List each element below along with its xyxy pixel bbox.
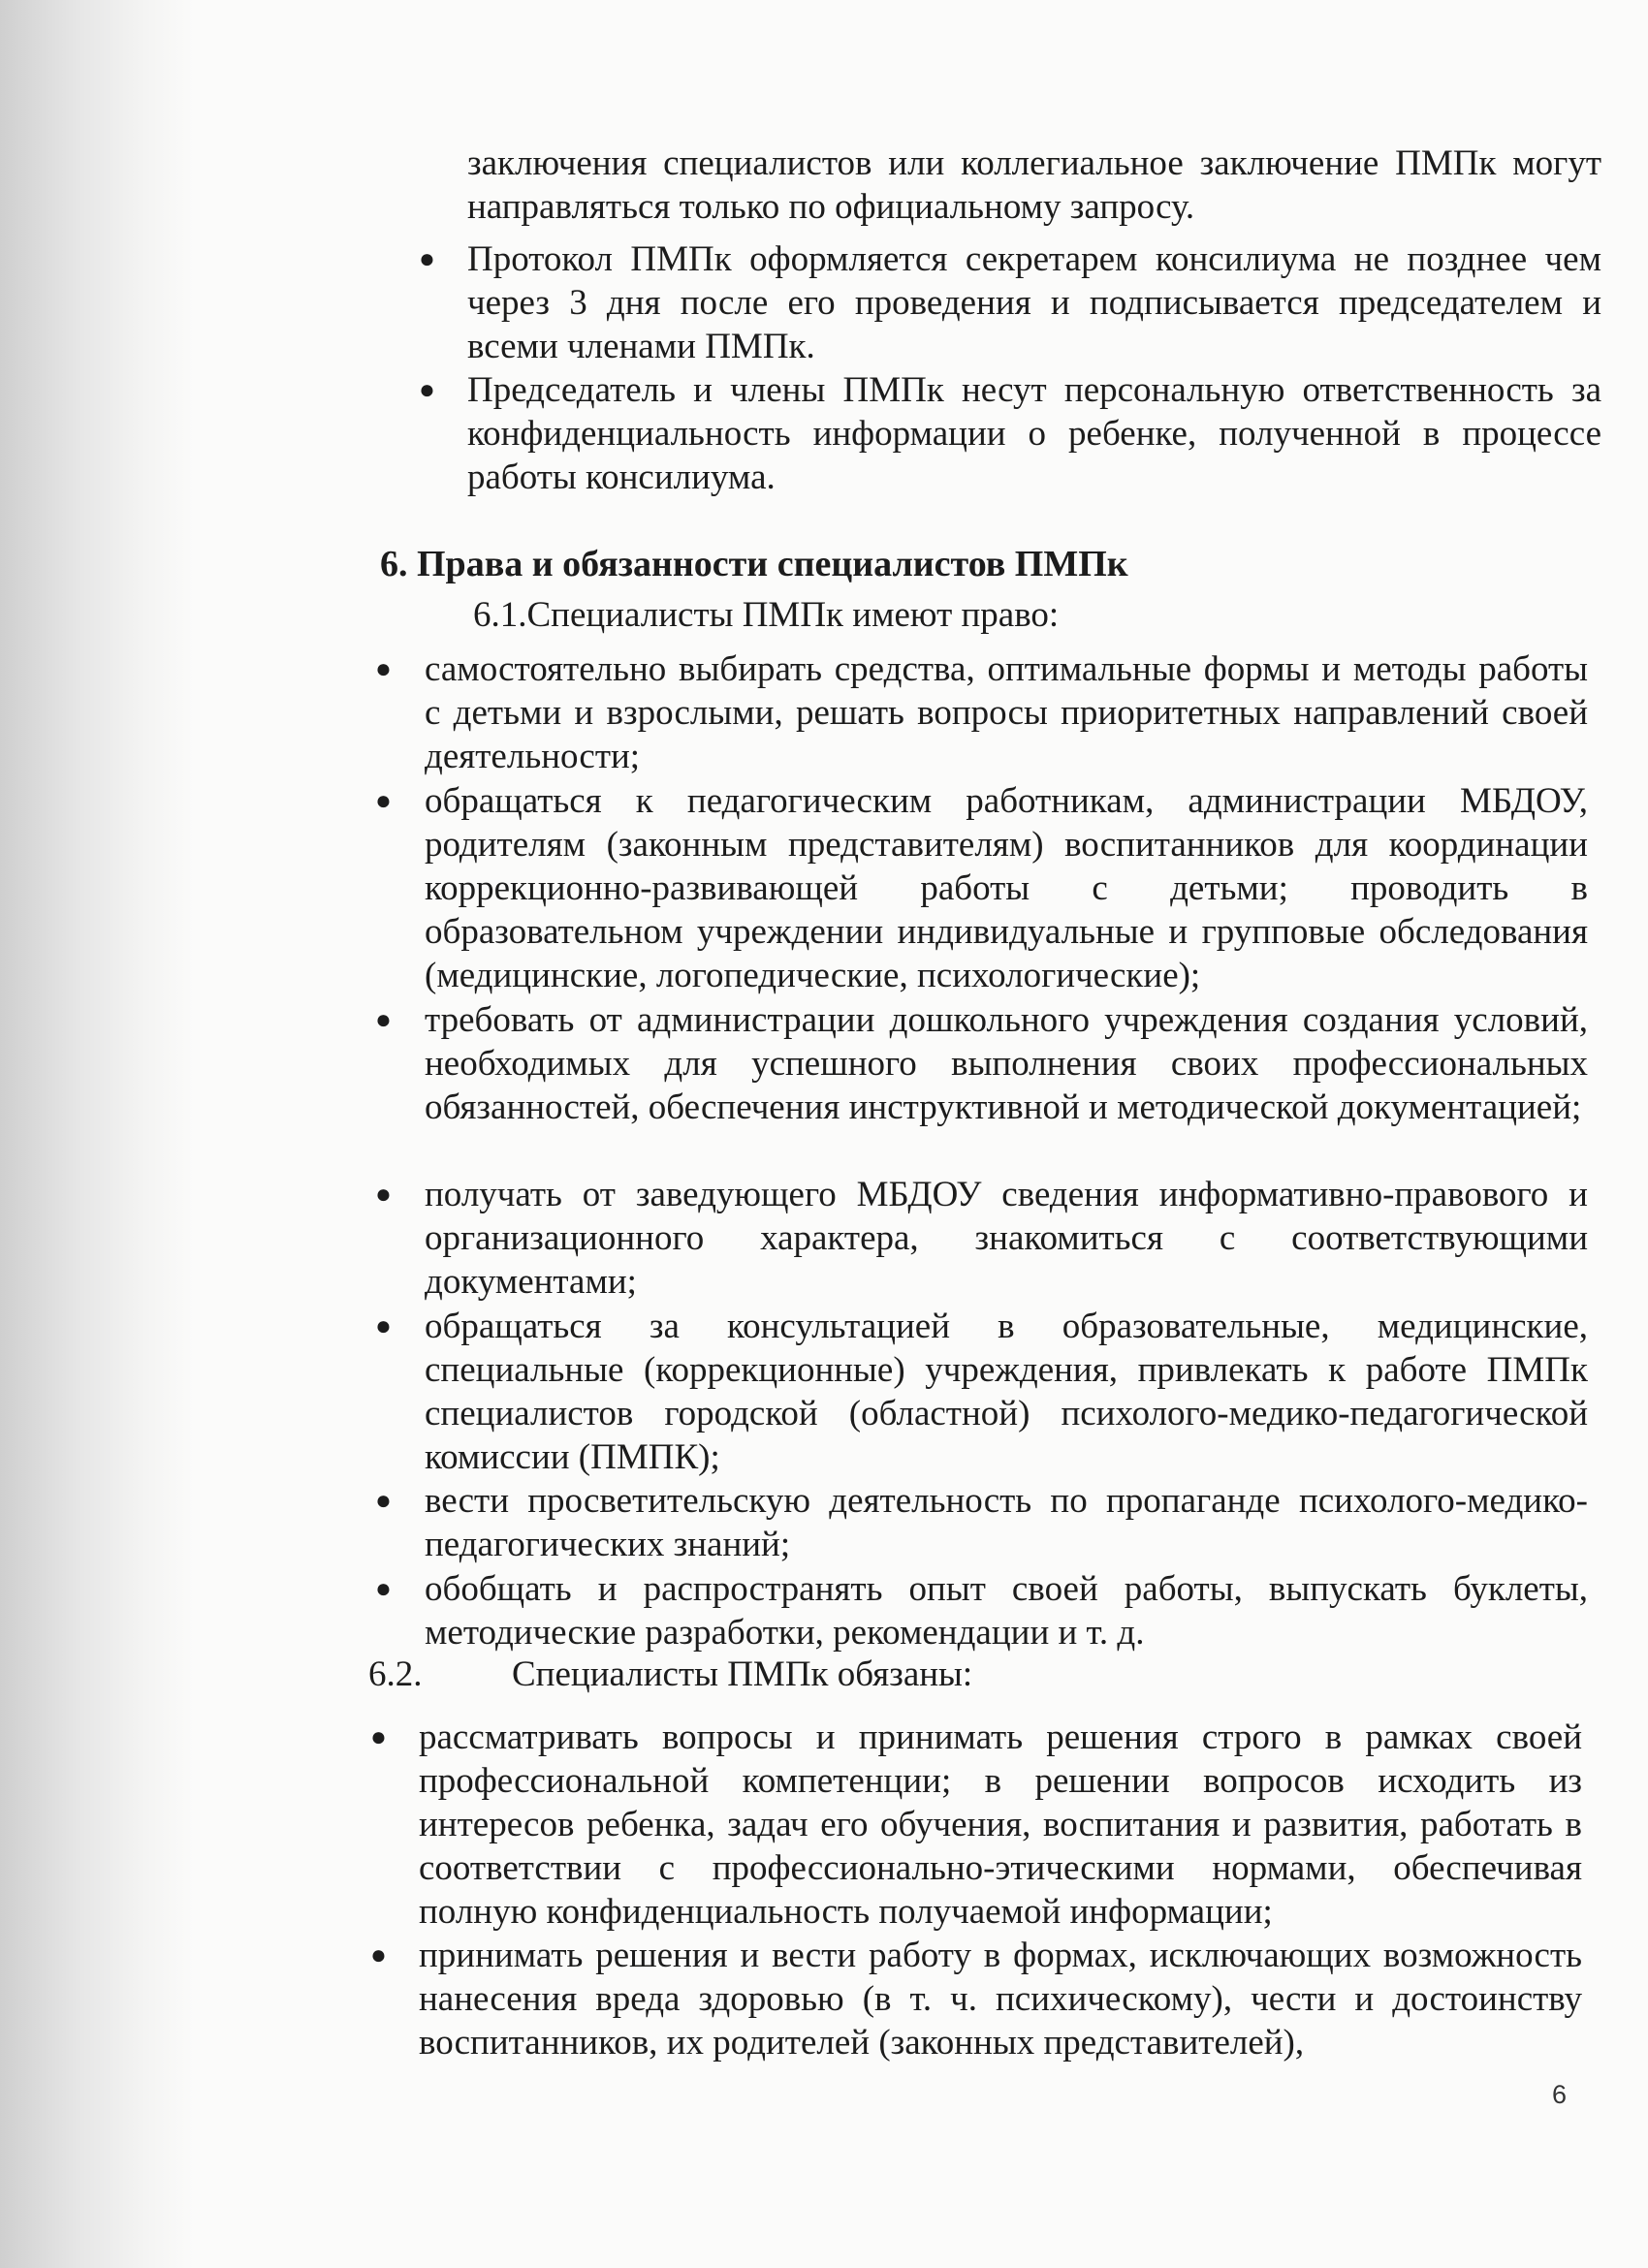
bullet-icon: ● — [370, 1722, 387, 1752]
top-fragment: заключения специалистов или коллегиальное заключение ПМПк могут направляться только по официальному запросу. — [467, 143, 1601, 227]
right-item-6: вести просветительскую деятельность по пропаганде психолого-медико-педагогических знаний; — [425, 1481, 1588, 1564]
bullet-icon: ● — [375, 1180, 392, 1210]
bullet-icon: ● — [419, 244, 435, 274]
right-item-7: обобщать и распространять опыт своей работы, выпускать буклеты, методические разработки, рекомендации и т. д. — [425, 1569, 1588, 1653]
bullet-icon: ● — [375, 1486, 392, 1516]
rights-intro: 6.1.Специалисты ПМПк имеют право: — [473, 595, 1060, 635]
bullet-icon: ● — [375, 1005, 392, 1035]
duty-item-1: рассматривать вопросы и принимать решения строго в рамках своей профессиональной компетенции; в решении вопросов исходить из интересов ребенка, задач его обучения, воспитания и развития, работать в соответствии с профессионально-этическими нормами, обеспечивая полную конфиденциальность получаемой информации; — [419, 1717, 1582, 1932]
right-item-5: обращаться за консультацией в образовательные, медицинские, специальные (коррекционные) учреждения, привлекать к работе ПМПк специалистов городской (областной) психолого-медико-педагогической комиссии (ПМПК); — [425, 1307, 1588, 1477]
right-item-3: требовать от администрации дошкольного учреждения создания условий, необходимых для успешного выполнения своих профессиональных обязанностей, обеспечения инструктивной и методической документацией; — [425, 1000, 1588, 1127]
duty-item-2: принимать решения и вести работу в формах, исключающих возможность нанесения вреда здоровью (в т. ч. психическому), чести и достоинству воспитанников, их родителей (законных представителей), — [419, 1936, 1582, 2063]
bullet-icon: ● — [375, 786, 392, 816]
page-number: 6 — [1551, 2080, 1567, 2109]
section5-bullet-2: Председатель и члены ПМПк несут персональную ответственность за конфиденциальность информации о ребенке, полученной в процессе работы консилиума. — [467, 370, 1601, 497]
bullet-icon: ● — [375, 1574, 392, 1604]
right-item-2: обращаться к педагогическим работникам, администрации МБДОУ, родителям (законным представителям) воспитанников для координации коррекционно-развивающей работы с детьми; проводить в образовательном учреждении индивидуальные и групповые обследования (медицинские, логопедические, психологические); — [425, 781, 1588, 995]
section5-bullet-1: Протокол ПМПк оформляется секретарем консилиума не позднее чем через 3 дня после его проведения и подписывается председателем и всеми членами ПМПк. — [467, 239, 1601, 366]
duties-label: Специалисты ПМПк обязаны: — [512, 1654, 973, 1694]
duties-number: 6.2. — [368, 1654, 423, 1694]
bullet-icon: ● — [375, 1311, 392, 1341]
section-6-heading: 6. Права и обязанности специалистов ПМПк — [380, 544, 1128, 584]
bullet-icon: ● — [370, 1940, 387, 1970]
bullet-icon: ● — [419, 375, 435, 405]
bullet-icon: ● — [375, 654, 392, 684]
right-item-4: получать от заведующего МБДОУ сведения информативно-правового и организационного характера, знакомиться с соответствующими документами; — [425, 1175, 1588, 1302]
right-item-1: самостоятельно выбирать средства, оптимальные формы и методы работы с детьми и взрослыми, решать вопросы приоритетных направлений своей деятельности; — [425, 649, 1588, 776]
